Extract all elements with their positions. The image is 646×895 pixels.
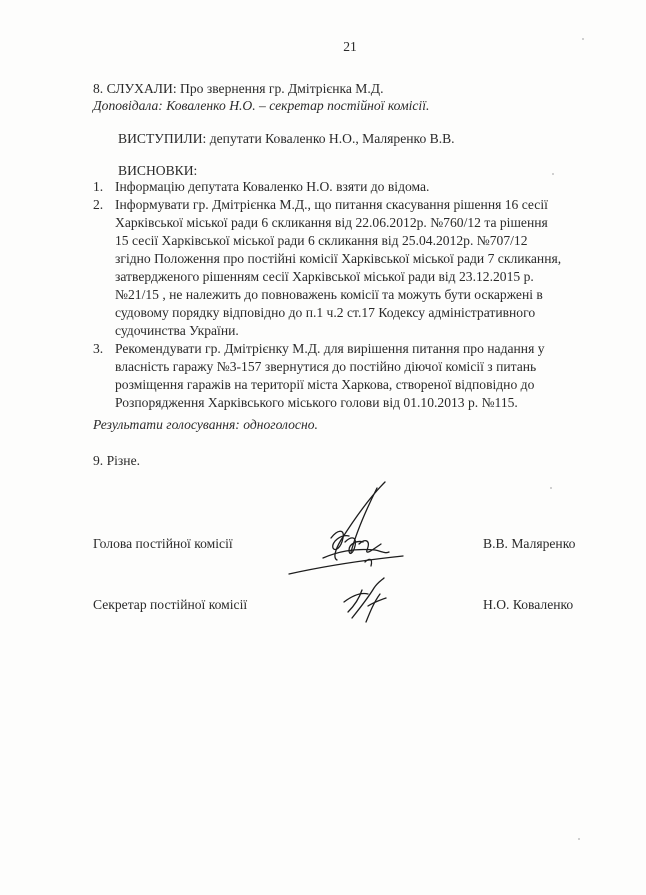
item-9-heading: 9. Різне.	[93, 453, 141, 468]
chair-title: Голова постійної комісії	[93, 536, 233, 551]
secretary-signature	[338, 574, 394, 630]
conclusion-line: судовому порядку відповідно до п.1 ч.2 ст.17 Кодексу адміністративного	[115, 305, 536, 320]
chair-name: В.В. Маляренко	[483, 536, 576, 551]
conclusion-line: Рекомендувати гр. Дмітрієнку М.Д. для вирішення питання про надання у	[115, 341, 545, 356]
conclusion-line: Харківської міської ради 6 скликання від 22.06.2012р. №760/12 та рішення	[115, 215, 548, 230]
conclusions-heading: ВИСНОВКИ:	[118, 163, 198, 178]
conclusion-line: Інформувати гр. Дмітрієнка М.Д., що питання скасування рішення 16 сесії	[115, 197, 548, 212]
conclusion-item	[93, 340, 599, 412]
conclusion-number: 1.	[93, 179, 104, 194]
conclusion-item	[93, 178, 599, 196]
conclusion-line: згідно Положення про постійні комісії Харківської міської ради 7 скликання,	[115, 251, 562, 266]
conclusion-line: судочинства України.	[115, 323, 239, 338]
scan-speck	[552, 173, 554, 175]
conclusion-number: 3.	[93, 341, 104, 356]
conclusion-line: 15 сесії Харківської міської ради 6 скликання від 25.04.2012р. №707/12	[115, 233, 528, 248]
conclusion-line: №21/15 , не належить до повноважень комісії та можуть бути оскаржені в	[115, 287, 543, 302]
page-number: 21	[343, 39, 357, 54]
item-8-heading: 8. СЛУХАЛИ: Про звернення гр. Дмітрієнка М.Д.	[93, 81, 384, 96]
scan-speck	[578, 838, 580, 840]
conclusion-item	[93, 196, 599, 340]
secretary-name: Н.О. Коваленко	[483, 597, 574, 612]
conclusion-line: власність гаражу №3-157 звернутися до постійно діючої комісії з питань	[115, 359, 537, 374]
item-8-speaker: Доповідала: Коваленко Н.О. – секретар постійної комісії.	[93, 98, 430, 113]
conclusion-line: затвердженого рішенням сесії Харківської міської ради від 23.12.2015 р.	[115, 269, 534, 284]
chair-signature	[285, 478, 415, 578]
conclusion-line: Інформацію депутата Коваленко Н.О. взяти до відома.	[115, 179, 430, 194]
speakers-line: ВИСТУПИЛИ: депутати Коваленко Н.О., Маляренко В.В.	[118, 131, 455, 146]
scan-speck	[582, 38, 584, 40]
conclusion-number: 2.	[93, 197, 104, 212]
conclusion-line: розміщення гаражів на території міста Харкова, створеної відповідно до	[115, 377, 535, 392]
conclusion-line: Розпорядження Харківського міського голови від 01.10.2013 р. №115.	[115, 395, 518, 410]
voting-result: Результати голосування: одноголосно.	[93, 417, 318, 432]
scan-speck	[550, 487, 552, 489]
secretary-title: Секретар постійної комісії	[93, 597, 248, 612]
conclusions-list	[93, 178, 599, 412]
